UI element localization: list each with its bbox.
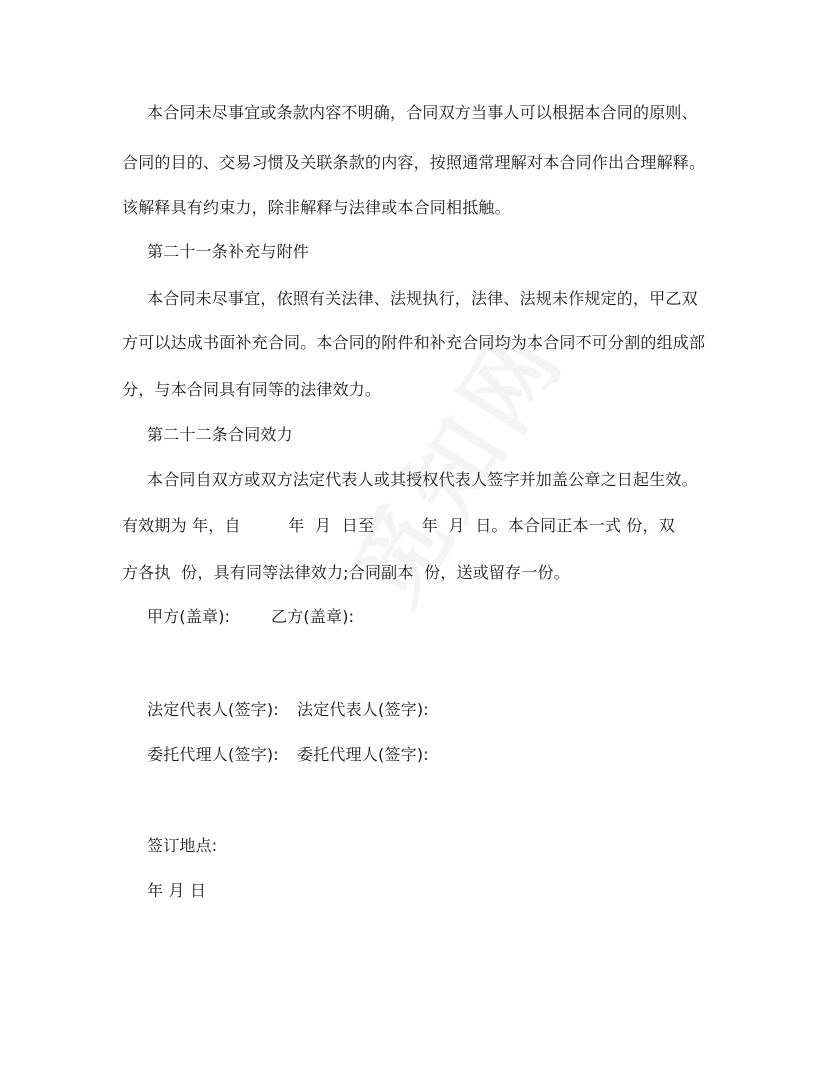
legal-rep-a: 法定代表人(签字): — [147, 700, 279, 719]
party-a-seal: 甲方(盖章): — [147, 607, 231, 626]
clause20-line1: 本合同未尽事宜或条款内容不明确，合同双方当事人可以根据本合同的原则、 — [147, 103, 698, 122]
signing-date: 年 月 日 — [147, 881, 207, 900]
clause21-line3: 分，与本合同具有同等的法律效力。 — [122, 380, 382, 399]
agent-a: 委托代理人(签字): — [147, 745, 279, 764]
clause22-title: 第二十二条合同效力 — [147, 425, 293, 444]
legal-rep-b: 法定代表人(签字): — [297, 700, 429, 719]
clause20-line3: 该解释具有约束力，除非解释与法律或本合同相抵触。 — [122, 198, 511, 217]
clause20-line2: 合同的目的、交易习惯及关联条款的内容，按照通常理解对本合同作出合理解释。 — [122, 153, 706, 172]
signing-place: 签订地点: — [147, 836, 218, 855]
clause21-line1: 本合同未尽事宜，依照有关法律、法规执行，法律、法规未作规定的，甲乙双 — [147, 289, 698, 308]
clause22-line2: 有效期为 年，自 年 月 日至 年 月 日。本合同正本一式 份，双 — [122, 516, 676, 535]
party-b-seal: 乙方(盖章): — [271, 607, 355, 626]
clause21-line2: 方可以达成书面补充合同。本合同的附件和补充合同均为本合同不可分割的组成部 — [122, 333, 706, 352]
clause22-line1: 本合同自双方或双方法定代表人或其授权代表人签字并加盖公章之日起生效。 — [147, 470, 698, 489]
clause22-line3: 方各执 份，具有同等法律效力;合同副本 份，送或留存一份。 — [122, 563, 570, 582]
agent-b: 委托代理人(签字): — [297, 745, 429, 764]
clause21-title: 第二十一条补充与附件 — [147, 242, 310, 261]
